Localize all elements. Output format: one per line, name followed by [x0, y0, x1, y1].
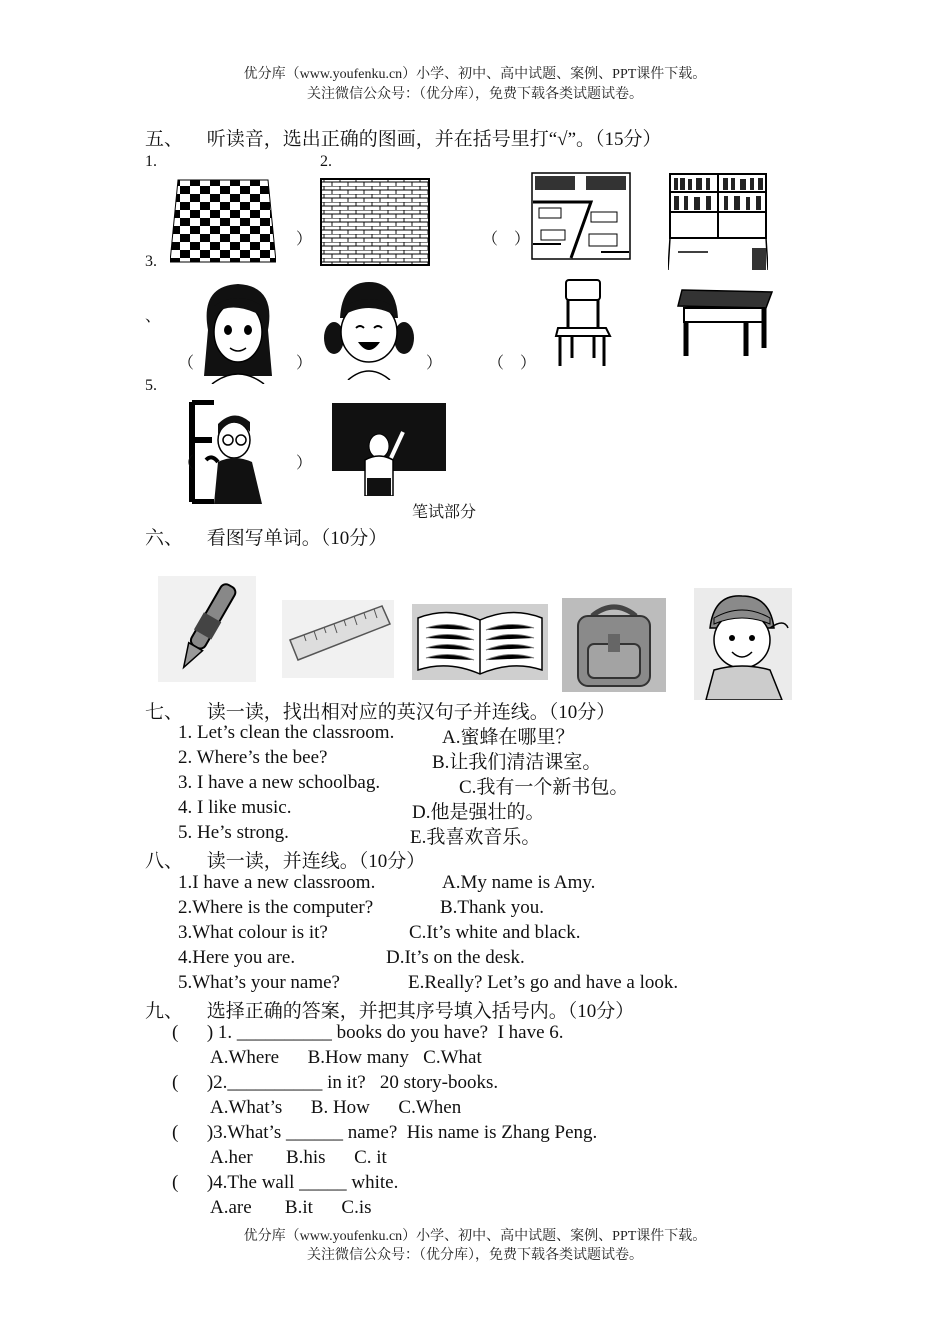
match-left-1: 1. Let’s clean the classroom. — [178, 722, 395, 743]
link-left-4: 4.Here you are. — [178, 947, 296, 968]
match-right-1: A.蜜蜂在哪里？ — [442, 727, 575, 748]
match-left-2: 2. Where’s the bee? — [178, 747, 328, 768]
link-right-3: C.It’s white and black. — [409, 922, 581, 943]
link-left-5: 5.What’s your name? — [178, 972, 340, 993]
mc-options-1: A.Where B.How many C.What — [210, 1047, 482, 1068]
chair-icon — [552, 278, 612, 370]
item-number-2: 2. — [320, 153, 332, 170]
wall-icon — [320, 178, 430, 266]
match-left-3: 3. I have a new schoolbag. — [178, 772, 381, 793]
schoolbag-icon — [562, 598, 666, 692]
answer-paren-4[interactable]: ） — [426, 355, 443, 372]
girl-pigtails-icon — [322, 278, 416, 380]
footer-line-1: 优分库（www.youfenku.cn）小学、初中、高中试题、案例、PPT课件下载。 — [243, 1229, 707, 1244]
link-right-5: E.Really? Let’s go and have a look. — [408, 972, 679, 993]
match-right-3: C.我有一个新书包。 — [459, 777, 629, 798]
link-left-2: 2.Where is the computer? — [178, 897, 374, 918]
mc-question-4[interactable]: ( )4.The wall _____ white. — [172, 1172, 399, 1193]
answer-paren-5[interactable]: （ ） — [488, 355, 537, 372]
mc-question-1[interactable]: ( ) 1. __________ books do you have? I have 6. — [172, 1022, 564, 1043]
section-5-title: 五、 听读音，选出正确的图画，并在括号里打“√”。（15分） — [145, 129, 662, 150]
girl-long-hair-icon — [192, 280, 284, 384]
mc-options-2: A.What’s B. How C.When — [210, 1097, 462, 1118]
boy-icon — [694, 588, 792, 700]
floor-icon — [170, 178, 276, 264]
match-right-5: E.我喜欢音乐。 — [410, 827, 541, 848]
pen-icon — [158, 576, 256, 682]
link-left-1: 1.I have a new classroom. — [178, 872, 376, 893]
match-right-2: B.让我们清洁课室。 — [432, 752, 602, 773]
link-right-2: B.Thank you. — [440, 897, 544, 918]
section-8-title: 八、 读一读，并连线。（10分） — [145, 851, 426, 872]
header-line-1: 优分库（www.youfenku.cn）小学、初中、高中试题、案例、PPT课件下载。 — [243, 67, 707, 82]
item-number-1: 1. — [145, 153, 157, 170]
match-left-5: 5. He’s strong. — [178, 822, 289, 843]
link-right-4: D.It’s on the desk. — [386, 947, 525, 968]
answer-paren-6-open[interactable]: （ — [178, 455, 195, 472]
match-right-4: D.他是强壮的。 — [412, 802, 545, 823]
blackboard-icon — [331, 402, 447, 496]
link-right-1: A.My name is Amy. — [442, 872, 596, 893]
mc-question-3[interactable]: ( )3.What’s ______ name? His name is Zhang Peng. — [172, 1122, 598, 1143]
ruler-icon — [282, 600, 394, 678]
mc-options-4: A.are B.it C.is — [210, 1197, 372, 1218]
section-6-title: 六、 看图写单词。（10分） — [145, 528, 388, 549]
header-line-2: 关注微信公众号：（优分库），免费下载各类试题试卷。 — [307, 87, 643, 102]
written-part-label: 笔试部分 — [412, 504, 477, 521]
item-number-5: 5. — [145, 377, 157, 394]
answer-paren-3-close[interactable]: ） — [296, 355, 313, 372]
answer-paren-2[interactable]: （ ） — [482, 231, 531, 248]
bookshelf-icon — [668, 172, 768, 272]
mc-question-2[interactable]: ( )2.__________ in it? 20 story-books. — [172, 1072, 499, 1093]
item-number-3: 3. — [145, 253, 157, 270]
answer-paren-3-open[interactable]: （ — [178, 355, 195, 372]
door-icon — [188, 400, 272, 504]
classroom-icon — [531, 172, 631, 260]
desk-icon — [676, 288, 774, 358]
item-number-4: 、 — [145, 308, 162, 325]
match-left-4: 4. I like music. — [178, 797, 292, 818]
mc-options-3: A.her B.his C. it — [210, 1147, 387, 1168]
link-left-3: 3.What colour is it? — [178, 922, 328, 943]
section-9-title: 九、 选择正确的答案，并把其序号填入括号内。（10分） — [145, 1001, 635, 1022]
section-7-title: 七、 读一读，找出相对应的英汉句子并连线。（10分） — [145, 702, 616, 723]
footer-line-2: 关注微信公众号：（优分库），免费下载各类试题试卷。 — [307, 1248, 643, 1263]
book-icon — [412, 604, 548, 680]
answer-paren-1[interactable]: ） — [296, 231, 313, 248]
answer-paren-6-close[interactable]: ） — [296, 455, 313, 472]
